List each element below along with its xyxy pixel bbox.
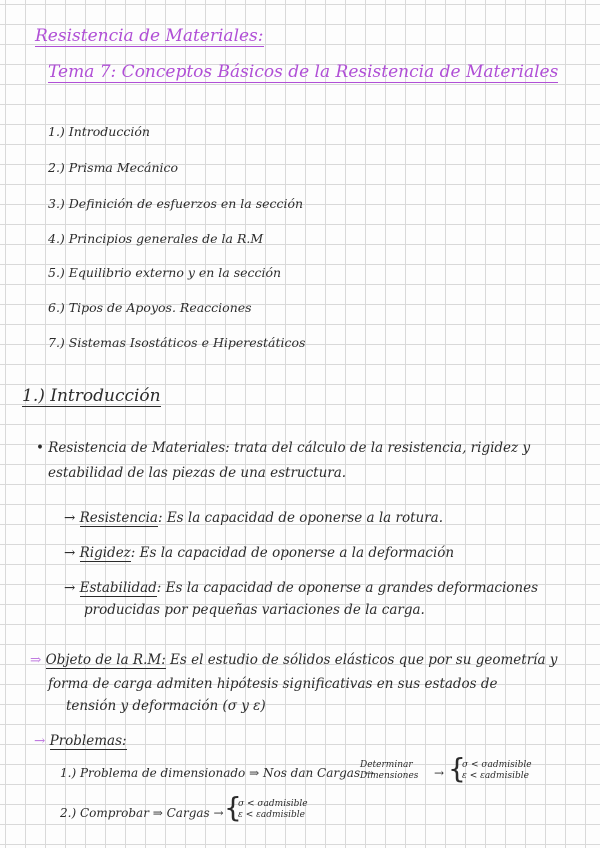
- def-term: Estabilidad: [79, 580, 157, 596]
- def-continuation: producidas por pequeñas variaciones de la carga.: [84, 602, 425, 618]
- toc-item: 6.) Tipos de Apoyos. Reacciones: [48, 300, 252, 315]
- problem-1-conditions: [462, 760, 532, 782]
- epsilon-condition: ε < εadmisible: [238, 810, 305, 820]
- epsilon-condition: ε < εadmisible: [462, 771, 529, 781]
- toc-item: 2.) Prisma Mecánico: [48, 160, 179, 175]
- arrow-right-icon: →: [64, 580, 80, 596]
- sigma-condition: σ < σadmisible: [462, 760, 532, 770]
- problem-1: 1.) Problema de dimensionado ⇒ Nos dan Cargas →: [60, 766, 374, 780]
- bullet-line: • Resistencia de Materiales: trata del cálculo de la resistencia, rigidez y: [36, 440, 531, 456]
- def-estabilidad: [64, 580, 538, 596]
- problem-2: 2.) Comprobar ⇒ Cargas →: [60, 806, 224, 820]
- def-text: : Es la capacidad de oponerse a la rotura.: [157, 510, 444, 526]
- determinar-label: Determinar: [360, 760, 413, 770]
- arrow-right-icon: →: [64, 510, 80, 526]
- brace-icon: {: [448, 752, 466, 785]
- def-text: : Es la capacidad de oponerse a la deformación: [130, 545, 455, 561]
- sigma-condition: σ < σadmisible: [238, 799, 308, 809]
- toc-item: 7.) Sistemas Isostáticos e Hiperestáticos: [48, 335, 306, 350]
- def-term: Rigidez: [79, 545, 131, 561]
- section-heading: 1.) Introducción: [22, 386, 161, 406]
- toc-item: 1.) Introducción: [48, 124, 150, 139]
- toc-item: 4.) Principios generales de la R.M: [48, 231, 264, 246]
- page-title: Resistencia de Materiales:: [35, 26, 264, 46]
- def-term: Resistencia: [79, 510, 158, 526]
- page-subtitle: Tema 7: Conceptos Básicos de la Resistencia de Materiales: [48, 62, 559, 82]
- problem-2-conditions: [238, 799, 308, 821]
- arrow-right-icon: →: [34, 733, 50, 749]
- objeto-line: forma de carga admiten hipótesis significativas en sus estados de: [48, 676, 498, 692]
- objeto-text: Es el estudio de sólidos elásticos que por su geometría y: [170, 652, 558, 668]
- def-rigidez: [64, 545, 454, 561]
- dimensiones-label: Dimensiones: [360, 771, 419, 781]
- bullet-line: estabilidad de las piezas de una estructura.: [48, 465, 347, 481]
- objeto-term: Objeto de la R.M:: [45, 652, 166, 668]
- arrow-right-icon: →: [64, 545, 80, 561]
- problem-1-target: [360, 760, 418, 782]
- toc-item: 3.) Definición de esfuerzos en la sección: [48, 196, 304, 211]
- def-resistencia: [64, 510, 443, 526]
- def-text: : Es la capacidad de oponerse a grandes deformaciones: [156, 580, 539, 596]
- problemas-heading: [34, 733, 127, 749]
- arrow-right-icon: ⇒: [30, 652, 46, 668]
- brace-icon: {: [224, 791, 242, 824]
- arrow-right-icon: →: [434, 766, 445, 780]
- problemas-label: Problemas:: [49, 733, 127, 749]
- toc-item: 5.) Equilibrio externo y en la sección: [48, 265, 282, 280]
- objeto-line: [30, 652, 557, 668]
- objeto-line: tensión y deformación (σ y ε): [66, 698, 266, 714]
